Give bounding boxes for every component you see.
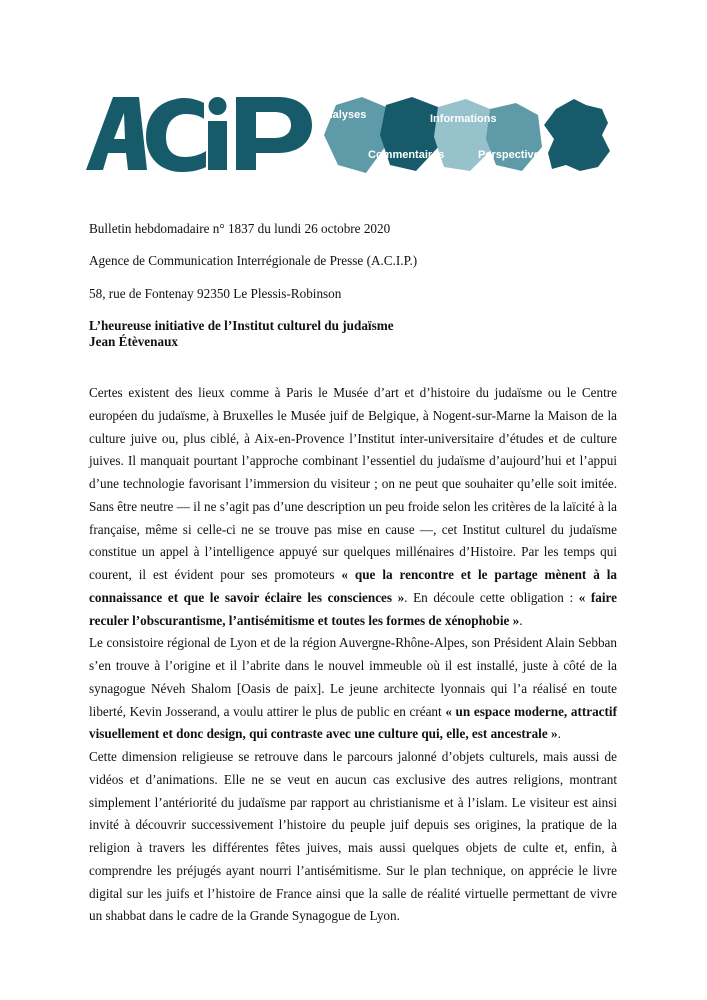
- quote-espace-moderne: « un espace moderne, attractif visuellement et donc design, qui contraste avec une culture qui, elle, est ancestrale »: [89, 703, 617, 742]
- article-body: [89, 382, 617, 928]
- bulletin-line: Bulletin hebdomadaire n° 1837 du lundi 26 octobre 2020: [89, 221, 391, 236]
- article-paragraph-2: Le consistoire régional de Lyon et de la région Auvergne-Rhône-Alpes, son Président Alain Sebban s’en trouve à l’origine et il l’abrite dans le nouvel immeuble où il est installé, juste à côté de la synagogue Néveh Shalom [Oasis de paix]. Le jeune architecte lyonnais qui l’a réalisé en toute liberté, Kevin Josserand, a voulu attirer le plus de public en créant « un espace moderne, attractif visuellement et donc design, qui contraste avec une culture qui, elle, est ancestrale ».: [89, 635, 617, 742]
- logo-label-commentaires: Commentaires: [368, 149, 445, 161]
- logo-label-analyses: Analyses: [318, 109, 367, 121]
- logo-france-map: [544, 99, 610, 171]
- article-paragraph-3: Cette dimension religieuse se retrouve dans le parcours jalonné d’objets culturels, mais aussi de vidéos et d’animations. Elle ne se veut en aucun cas exclusive des autres religions, montrant simplement l’antériorité du judaïsme par rapport au christianisme et à l’islam. Le visiteur est ainsi invité à découvrir successivement l’histoire du peuple juif depuis ses origines, la pratique de la religion à travers les différentes fêtes juives, mais aussi quelques objets de culte et, enfin, à comprendre les préjugés ayant nourri l’antisémitisme. Sur le plan technique, on apprécie le livre digital sur les juifs et l’histoire de France ainsi que la salle de réalité virtuelle permettant de vivre un shabbat dans le cadre de la Grande Synagogue de Lyon.: [89, 749, 617, 924]
- agency-line: Agence de Communication Interrégionale de Presse (A.C.I.P.): [89, 253, 418, 268]
- acip-logo: [86, 95, 616, 175]
- article-title: L’heureuse initiative de l’Institut culturel du judaïsme: [89, 318, 394, 333]
- quote-rencontre: « que la rencontre et le partage mènent à la connaissance et que le savoir éclaire les consciences »: [89, 567, 617, 605]
- address-line: 58, rue de Fontenay 92350 Le Plessis-Robinson: [89, 286, 342, 301]
- quote-obscurantisme: « faire reculer l’obscurantisme, l’antisémitisme et toutes les formes de xénophobie »: [89, 589, 617, 628]
- article-author: Jean Étèvenaux: [89, 334, 179, 349]
- logo-label-perspectives: Perspectives: [478, 149, 546, 161]
- logo-label-informations: Informations: [430, 113, 497, 125]
- article-paragraph-1: Certes existent des lieux comme à Paris le Musée d’art et d’histoire du judaïsme ou le Centre européen du judaïsme, à Bruxelles le Musée juif de Belgique, à Nogent-sur-Marne la Maison de la culture juive ou, plus ciblé, à Aix-en-Provence l’Institut inter-universitaire d’études et de culture juives. Il manquait pourtant l’approche combinant l’essentiel du judaïsme d’aujourd’hui et l’appui d’une technologie favorisant l’immersion du visiteur ; on ne peut que souhaiter qu’elle soit imitée. Sans être neutre — il ne s’agit pas d’une description un peu froide selon les critères de la laïcité à la française, même si celle-ci ne se trouve pas mise en cause —, cet Institut culturel du judaïsme constitue un appel à l’intelligence appuyé sur quelques millénaires d’Histoire. Par les temps qui courent, il est évident pour ses promoteurs « que la rencontre et le partage mènent à la connaissance et que le savoir éclaire les consciences ». En découle cette obligation : « faire reculer l’obscurantisme, l’antisémitisme et toutes les formes de xénophobie ».: [89, 385, 617, 628]
- acip-wordmark: [86, 97, 312, 172]
